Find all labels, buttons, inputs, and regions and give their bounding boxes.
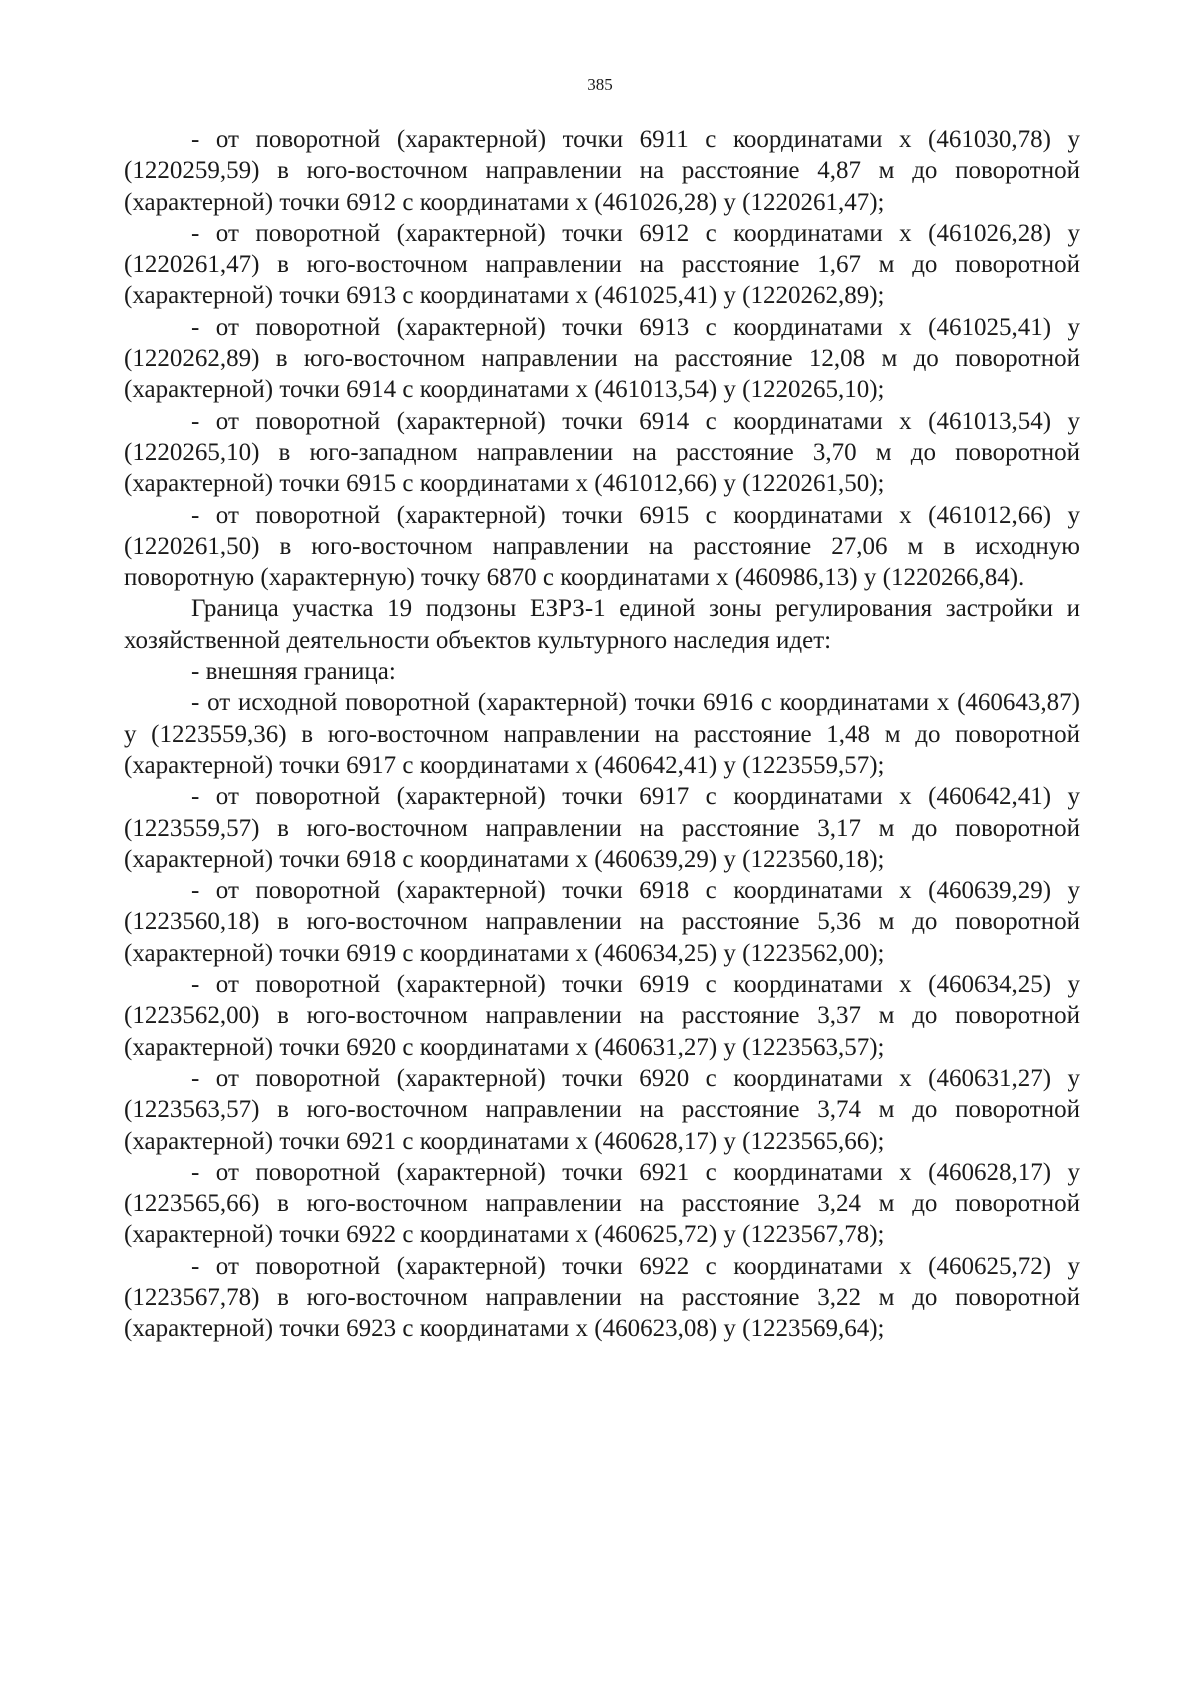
paragraph-point-6915: - от поворотной (характерной) точки 6915 с координатами х (461012,66) у (1220261,50) в юго-восточном направлении на расстояние 27,06 м в исходную поворотную (характерную) точку 6870 с координатами х (460986,13) у (1220266,84). <box>124 501 1080 592</box>
paragraph-point-6922: - от поворотной (характерной) точки 6922 с координатами х (460625,72) у (1223567,78) в юго-восточном направлении на расстояние 3,22 м до поворотной (характерной) точки 6923 с координатами х (460623,08) у (1223569,64); <box>124 1252 1080 1343</box>
paragraph-point-6914: - от поворотной (характерной) точки 6914 с координатами х (461013,54) у (1220265,10) в юго-западном направлении на расстояние 3,70 м до поворотной (характерной) точки 6915 с координатами х (461012,66) у (1220261,50); <box>124 407 1080 498</box>
paragraph-point-6920: - от поворотной (характерной) точки 6920 с координатами х (460631,27) у (1223563,57) в юго-восточном направлении на расстояние 3,74 м до поворотной (характерной) точки 6921 с координатами х (460628,17) у (1223565,66); <box>124 1064 1080 1155</box>
paragraph-point-6919: - от поворотной (характерной) точки 6919 с координатами х (460634,25) у (1223562,00) в юго-восточном направлении на расстояние 3,37 м до поворотной (характерной) точки 6920 с координатами х (460631,27) у (1223563,57); <box>124 971 1080 1061</box>
page-number: 385 <box>587 75 613 94</box>
paragraph-point-6913: - от поворотной (характерной) точки 6913 с координатами х (461025,41) у (1220262,89) в юго-восточном направлении на расстояние 12,08 м до поворотной (характерной) точки 6914 с координатами х (461013,54) у (1220265,10); <box>124 313 1080 404</box>
document-body <box>124 124 1080 1345</box>
paragraph-point-6916: - от исходной поворотной (характерной) точки 6916 с координатами х (460643,87) у (1223559,36) в юго-восточном направлении на расстояние 1,48 м до поворотной (характерной) точки 6917 с координатами х (460642,41) у (1223559,57); <box>124 689 1080 779</box>
paragraph-outer-boundary: - внешняя граница: <box>191 658 396 686</box>
paragraph-point-6921: - от поворотной (характерной) точки 6921 с координатами х (460628,17) у (1223565,66) в юго-восточном направлении на расстояние 3,24 м до поворотной (характерной) точки 6922 с координатами х (460625,72) у (1223567,78); <box>124 1158 1080 1249</box>
paragraph-point-6911: - от поворотной (характерной) точки 6911 с координатами х (461030,78) у (1220259,59) в юго-восточном направлении на расстояние 4,87 м до поворотной (характерной) точки 6912 с координатами х (461026,28) у (1220261,47); <box>124 126 1080 216</box>
paragraph-section-heading: Граница участка 19 подзоны ЕЗРЗ-1 единой зоны регулирования застройки и хозяйственной деятельности объектов культурного наследия идет: <box>124 595 1080 654</box>
paragraph-point-6917: - от поворотной (характерной) точки 6917 с координатами х (460642,41) у (1223559,57) в юго-восточном направлении на расстояние 3,17 м до поворотной (характерной) точки 6918 с координатами х (460639,29) у (1223560,18); <box>124 783 1080 873</box>
paragraph-point-6912: - от поворотной (характерной) точки 6912 с координатами х (461026,28) у (1220261,47) в юго-восточном направлении на расстояние 1,67 м до поворотной (характерной) точки 6913 с координатами х (461025,41) у (1220262,89); <box>124 219 1080 310</box>
paragraph-point-6918: - от поворотной (характерной) точки 6918 с координатами х (460639,29) у (1223560,18) в юго-восточном направлении на расстояние 5,36 м до поворотной (характерной) точки 6919 с координатами х (460634,25) у (1223562,00); <box>124 877 1080 967</box>
